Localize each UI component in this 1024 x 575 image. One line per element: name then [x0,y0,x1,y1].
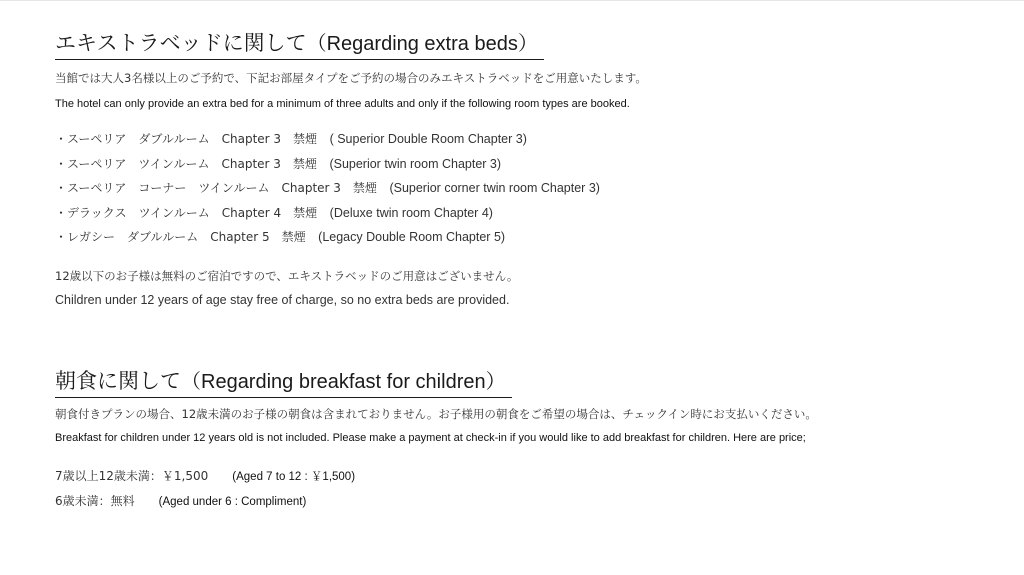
price-en: (Aged 7 to 12 : ￥1,500) [232,471,356,483]
extra-beds-section [55,28,1005,308]
breakfast-heading [55,366,512,398]
children-note-en: Children under 12 years of age stay free of charge, so no extra beds are provided. [55,292,510,307]
room-type-list [55,127,1005,250]
room-type-item [55,201,1005,226]
breakfast-intro-jp: 朝食付きプランの場合、12歳未満のお子様の朝食は含まれておりません。お子様用の朝食をご希望の場合は、チェックイン時にお支払いください。 [55,407,817,421]
room-type-en: (Superior twin room Chapter 3) [316,156,502,171]
price-item [55,489,1005,514]
room-type-en: (Superior corner twin room Chapter 3) [376,181,600,195]
room-type-jp: ・レガシー ダブルルーム Chapter 5 禁煙 [55,230,306,244]
extra-beds-heading [55,28,544,60]
extra-beds-intro-en: The hotel can only provide an extra bed for a minimum of three adults and only if the following room types are booked. [55,98,630,110]
room-type-jp: ・スーペリア ダブルルーム Chapter 3 禁煙 [55,132,318,146]
room-type-item [55,152,1005,177]
children-note-jp: 12歳以下のお子様は無料のご宿泊ですので、エキストラベッドのご用意はございません。 [55,268,519,283]
breakfast-heading-jp: 朝食に関して [55,369,181,393]
room-type-jp: ・スーペリア コーナー ツインルーム Chapter 3 禁煙 [55,181,377,195]
room-type-jp: ・スーペリア ツインルーム Chapter 3 禁煙 [55,156,317,171]
room-type-jp: ・デラックス ツインルーム Chapter 4 禁煙 [55,205,318,220]
room-type-en: ( Superior Double Room Chapter 3) [317,132,527,146]
price-en: (Aged under 6 : Compliment) [158,496,307,508]
room-type-en: (Deluxe twin room Chapter 4) [317,205,493,220]
top-border [0,0,1024,1]
room-type-item [55,176,1005,201]
price-jp: 7歳以上12歳未満：￥1,500 [55,469,209,483]
room-type-en: (Legacy Double Room Chapter 5) [305,230,506,244]
breakfast-intro-en: Breakfast for children under 12 years old is not included. Please make a payment at check-in if you would like to add breakfast for children. Here are price; [55,432,806,444]
breakfast-section [55,366,1005,514]
price-item [55,464,1005,489]
price-jp: 6歳未満：無料 [55,494,135,508]
breakfast-price-list [55,464,1005,514]
extra-beds-intro-jp: 当館では大人3名様以上のご予約で、下記お部屋タイプをご予約の場合のみエキストラベッドをご用意いたします。 [55,71,647,85]
breakfast-heading-en: （Regarding breakfast for children） [181,371,506,393]
room-type-item [55,225,1005,250]
extra-beds-heading-jp: エキストラベッドに関して [55,31,307,55]
room-type-item [55,127,1005,152]
extra-beds-heading-en: （Regarding extra beds） [306,33,538,55]
